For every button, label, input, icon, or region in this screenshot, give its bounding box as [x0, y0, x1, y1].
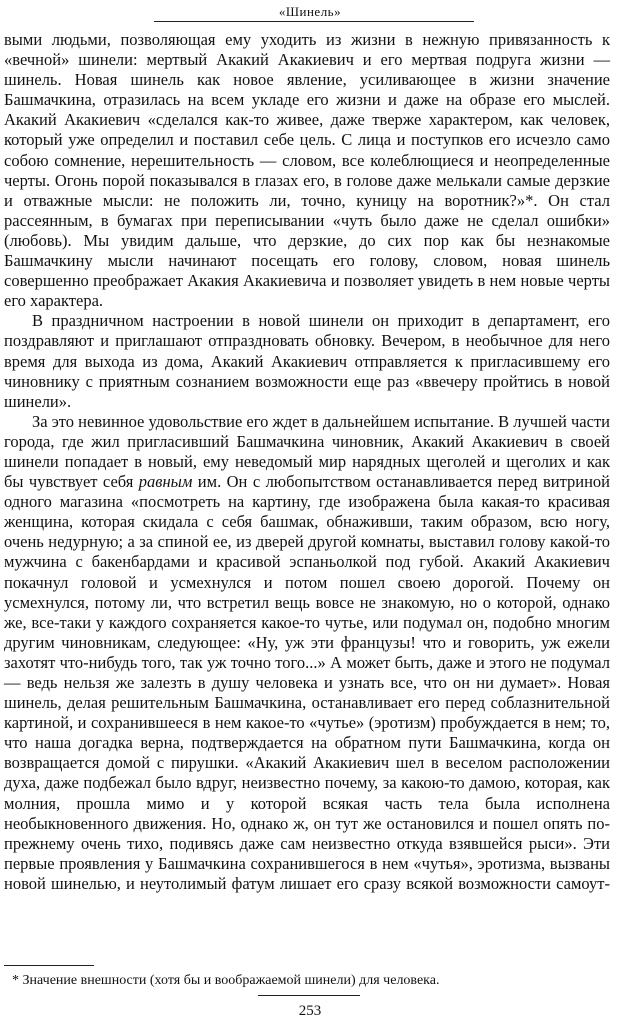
page-number: 253: [298, 1003, 322, 1019]
footnote: * Значение внешности (хотя бы и воображаемой шинели) для человека.: [12, 973, 440, 988]
paragraph-2: В праздничном настроении в новой шинели он приходит в департамент, его поздравляют и приглашают отпраздновать обновку. Вечером, в необычное для него время для выхода из дома, Акакий Акакиевич отправляется к пригласившему его чиновнику с приятным сознанием возможности еще раз «ввечеру пройтись в новой шинели».: [4, 311, 610, 411]
paragraph-3-text-end: им. Он с любопытством останавливается перед витриной одного магазина «посмотреть на картину, где изображена была какая-то красивая женщина, которая скидала с себя башмак, обнаживши, таким образом, всю ногу, очень недурную; а за спиной ее, из дверей другой комнаты, выставил голову какой-то мужчина с бакенбардами и красивой эспаньолкой под губой. Акакий Акакиевич покачнул головой и усмехнулся и потом пошел своею дорогой. Почему он усмехнулся, потому ли, что встретил вещь вовсе не знакомую, но о которой, однако же, все-таки у каждого сохраняется какое-то чутье, или подумал он, подобно многим другим чиновникам, следующее: «Ну, уж эти французы! что и говорить, уж ежели захотят что-нибудь того, так уж точно того...» А может быть, даже и этого не подумал — ведь нельзя же залезть в душу человека и узнать все, что он ни думает». Новая шинель, делая решительным Башмачкина, останавливает его перед соблазнительной картиной, и сохранившееся в нем какое-то «чутье» (эротизм) пробуждается в нем; то, что наша догадка верна, подтверждается на обратном пути Башмачкина, когда он возвращается домой с пирушки. «Акакий Акакиевич шел в веселом расположении духа, даже подбежал было вдруг, неизвестно почему, за какою-то дамою, которая, как молния, прошла мимо и у которой всякая часть тела была исполнена необыкновенного движения. Но, однако ж, он тут же остановился и пошел опять по-прежнему очень тихо, подивясь даже сам неизвестно откуда взявшейся рыси». Эти первые проявления у Башмачкина сохранившегося в нем «чутья», эротизма, вызваны новой шинелью, и неутолимый фатум лишает его сразу всякой возможности самоут-: [4, 472, 610, 893]
body-text: [4, 30, 610, 894]
paragraph-3-italic-word: равным: [138, 472, 193, 492]
page-number-rule: [258, 995, 360, 996]
paragraph-3: [4, 412, 610, 894]
running-title: «Шинель»: [278, 4, 342, 19]
header-rule: [154, 21, 474, 22]
footnote-rule: [4, 965, 94, 966]
paragraph-3-text-start: За это невинное удовольствие его ждет в дальнейшем испытание. В лучшей части города, где жил пригласивший Башмачкина чиновник, Акакий Акакиевич в своей шинели попадает в новый, ему неведомый мир нарядных щеголей и щеголих и как бы чувствует себя: [4, 411, 610, 492]
paragraph-1: выми людьми, позволяющая ему уходить из жизни в нежную привязанность к «вечной» шинели: мертвый Акакий Акакиевич и его мертвая подруга жизни — шинель. Новая шинель как новое явление, усиливающее в жизни значение Башмачкина, отразилась на всем укладе его жизни и даже на образе его мыслей. Акакий Акакиевич «сделался как-то живее, даже тверже характером, как человек, который уже определил и поставил себе цель. С лица и поступков его исчезло само собою сомнение, нерешительность — словом, все колеблющиеся и неопределенные черты. Огонь порой показывался в глазах его, в голове даже мелькали самые дерзкие и отважные мысли: не положить ли, точно, куницу на воротник?»*. Он стал рассеянным, в бумагах при переписывании «чуть было даже не сделал ошибки» (любовь). Мы увидим дальше, что дерзкие, до сих пор как бы незнакомые Башмачкину мысли начинают посещать его голову, словом, новая шинель совершенно преображает Акакия Акакиевича и позволяет увидеть в нем новые черты его характера.: [4, 30, 610, 311]
